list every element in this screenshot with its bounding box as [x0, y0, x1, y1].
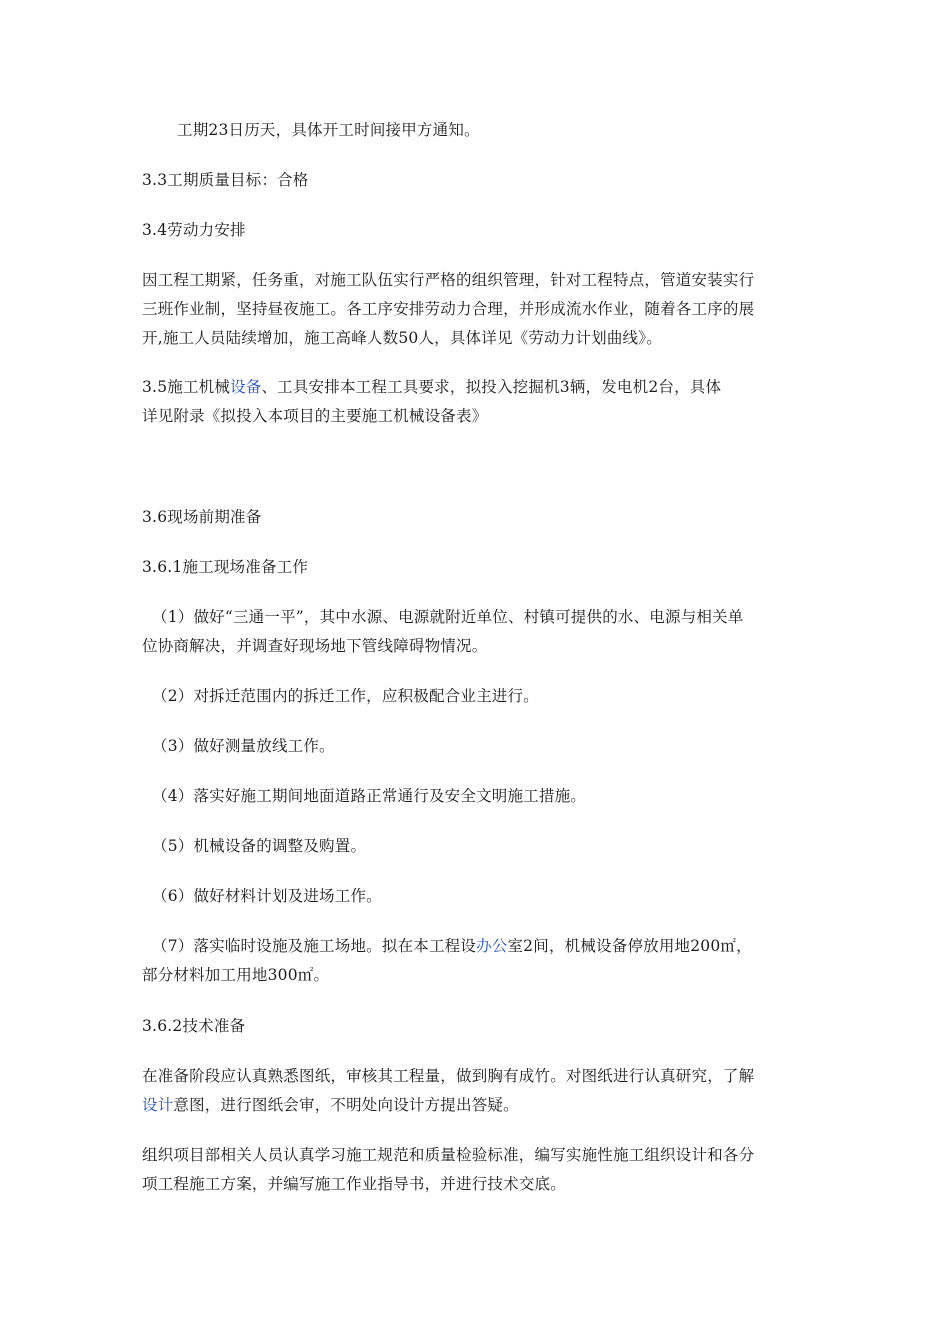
text-line: 位协商解决，并调查好现场地下管线障碍物情况。: [142, 637, 488, 655]
list-item-7: [142, 932, 810, 990]
text-line: 部分材料加工用地300㎡。: [142, 966, 330, 984]
heading-3-4: [142, 216, 810, 245]
text-segment: 意图，进行图纸会审，不明处向设计方提出答疑。: [173, 1096, 519, 1114]
list-item-3: [152, 732, 820, 761]
text-line: （5）机械设备的调整及购置。: [152, 837, 367, 855]
text-line: （3）做好测量放线工作。: [152, 737, 335, 755]
section-heading: 3.6现场前期准备: [142, 508, 262, 526]
text-line: 因工程工期紧，任务重，对施工队伍实行严格的组织管理，针对工程特点，管道安装实行: [142, 271, 755, 289]
text-segment: 、工具安排本工程工具要求，拟投入挖掘机3辆，发电机2台，具体: [261, 378, 722, 396]
text-line: [142, 373, 810, 402]
heading-3-6: [142, 503, 810, 532]
section-heading: 3.4劳动力安排: [142, 221, 246, 239]
equipment-link[interactable]: 设备: [230, 378, 262, 396]
text-segment: 3.5施工机械: [142, 378, 231, 396]
text-line: 项工程施工方案，并编写施工作业指导书，并进行技术交底。: [142, 1175, 566, 1193]
paragraph-tech-1: [142, 1062, 810, 1120]
text-line: （2）对拆迁范围内的拆迁工作，应积极配合业主进行。: [152, 687, 539, 705]
text-segment: （7）落实临时设施及施工场地。拟在本工程设: [152, 937, 477, 955]
text-line: 三班作业制，坚持昼夜施工。各工序安排劳动力合理，并形成流水作业，随着各工序的展: [142, 300, 755, 318]
paragraph-schedule: [177, 116, 845, 145]
list-item-5: [152, 832, 820, 861]
paragraph-labor: [142, 266, 810, 353]
text-line: 开,施工人员陆续增加，施工高峰人数50人，具体详见《劳动力计划曲线》。: [142, 329, 662, 347]
section-heading: 3.6.2技术准备: [142, 1017, 246, 1035]
list-item-2: [152, 682, 820, 711]
paragraph-3-5: [142, 373, 810, 431]
text-line: 组织项目部相关人员认真学习施工规范和质量检验标准，编写实施性施工组织设计和各分: [142, 1146, 755, 1164]
text-line: 详见附录《拟投入本项目的主要施工机械设备表》: [142, 407, 488, 425]
text-line: （6）做好材料计划及进场工作。: [152, 887, 382, 905]
section-heading: 3.6.1施工现场准备工作: [142, 558, 309, 576]
text-line: 在准备阶段应认真熟悉图纸，审核其工程量，做到胸有成竹。对图纸进行认真研究，了解: [142, 1067, 755, 1085]
text-line: [142, 1091, 810, 1120]
heading-3-3: [142, 166, 810, 195]
section-heading: 3.3工期质量目标：合格: [142, 171, 309, 189]
heading-3-6-2: [142, 1012, 810, 1041]
text-line: 工期23日历天，具体开工时间接甲方通知。: [177, 121, 480, 139]
list-item-1: [142, 603, 810, 661]
office-link[interactable]: 办公: [476, 937, 508, 955]
paragraph-tech-2: [142, 1141, 810, 1199]
text-line: （1）做好“三通一平”，其中水源、电源就附近单位、村镇可提供的水、电源与相关单: [152, 608, 744, 626]
design-link[interactable]: 设计: [142, 1096, 174, 1114]
heading-3-6-1: [142, 553, 810, 582]
text-line: [142, 932, 810, 961]
list-item-6: [152, 882, 820, 911]
text-line: （4）落实好施工期间地面道路正常通行及安全文明施工措施。: [152, 787, 586, 805]
text-segment: 室2间，机械设备停放用地200㎡，: [507, 937, 752, 955]
list-item-4: [152, 782, 820, 811]
